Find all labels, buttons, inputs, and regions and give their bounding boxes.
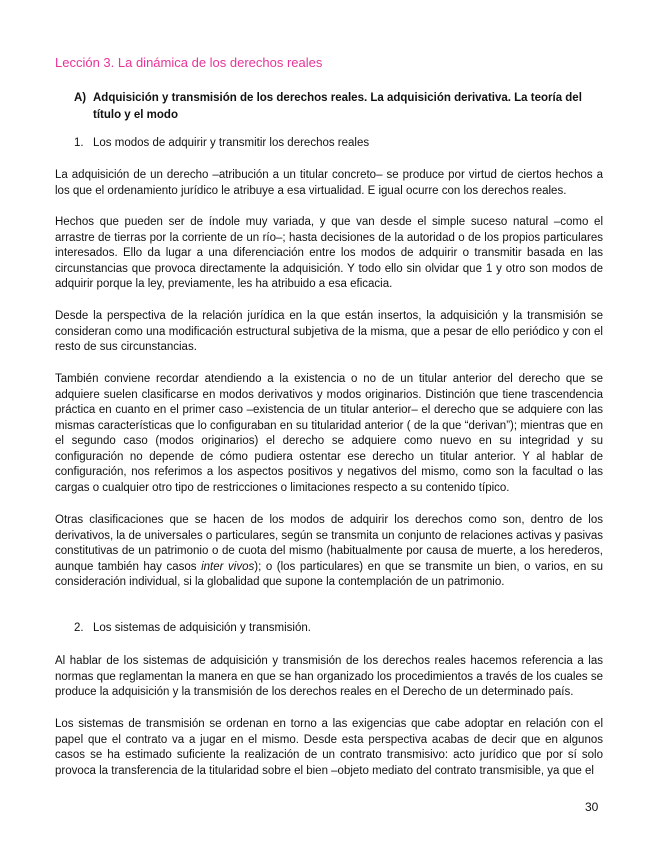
section-a-label: A)	[74, 92, 87, 104]
page-number: 30	[585, 800, 599, 814]
lesson-title: Lección 3. La dinámica de los derechos reales	[55, 55, 323, 70]
section-a-text: Adquisición y transmisión de los derechos reales. La adquisición derivativa. La teoría del título y el modo	[93, 92, 582, 121]
paragraph-5-after: ); o (los particulares) en que se transmite un bien, o varios, en su consideración individual, si la globalidad que supone la contemplación de un patrimonio.	[55, 560, 604, 588]
paragraph-1: La adquisición de un derecho –atribución a un titular concreto– se produce por virtud de ciertos hechos a los que el ordenamiento jurídico le atribuye a esa virtualidad. E igual ocurre con los derechos reales.	[55, 169, 603, 197]
item-2-text: Los sistemas de adquisición y transmisión.	[93, 622, 311, 634]
item-2-number: 2.	[74, 622, 84, 634]
paragraph-2: Hechos que pueden ser de índole muy variada, y que van desde el simple suceso natural –como el arrastre de tierras por la corriente de un río–; hasta decisiones de la autoridad o de los propios particulares interesados. Ello da lugar a una diferenciación entre los modos de adquirir o transmitir basada en las circunstancias que provoca directamente la adquisición. Y todo ello sin olvidar que 1 y otro son modos de adquirir porque la ley, previamente, les ha atribuido a esa eficacia.	[55, 216, 603, 290]
paragraph-4: También conviene recordar atendiendo a la existencia o no de un titular anterior del derecho que se adquiere suelen clasificarse en modos derivativos y modos originarios. Distinción que tiene trascendencia práctica en cuanto en el primer caso –existencia de un titular anterior– el derecho que se adquiere con las mismas características que lo configuraban en su titularidad anterior ( de la que “derivan”); mientras que en el segundo caso (modos originarios) el derecho se adquiere como nuevo en su integridad y su configuración no depende de cómo pudiera ostentar ese derecho un titular anterior. Y al hablar de configuración, nos referimos a los aspectos positivos y negativos del mismo, como son la facultad o las cargas o cualquier otro tipo de restricciones o limitaciones respecto a su contenido típico.	[55, 373, 603, 494]
paragraph-3: Desde la perspectiva de la relación jurídica en la que están insertos, la adquisición y la transmisión se consideran como una modificación estructural subjetiva de la misma, que a pesar de ello periódico y con el resto de sus circunstancias.	[55, 310, 603, 353]
item-1-number: 1.	[74, 137, 84, 149]
paragraph-5-italic: inter vivos	[201, 560, 255, 573]
paragraph-5-before: Otras clasificaciones que se hacen de los modos de adquirir los derechos como son, dentro de los derivativos, la de universales o particulares, según se transmita un conjunto de relaciones activas y pasivas constitutivas de un patrimonio o de cuota del mismo (habitualmente por causa de muerte, a los herederos, aunque también hay casos	[55, 514, 603, 573]
item-1-text: Los modos de adquirir y transmitir los derechos reales	[93, 137, 370, 149]
paragraph-5	[55, 513, 603, 591]
paragraph-6: Al hablar de los sistemas de adquisición y transmisión de los derechos reales hacemos referencia a las normas que reglamentan la manera en que se han organizado los procedimientos a través de los cuales se produce la adquisición y la transmisión de los derechos reales en el Derecho de un determinado país.	[55, 655, 603, 698]
paragraph-7: Los sistemas de transmisión se ordenan en torno a las exigencias que cabe adoptar en relación con el papel que el contrato va a jugar en el mismo. Desde esta perspectiva acabas de decir que en algunos casos se ha estimado suficiente la realización de un contrato transmisivo: acto jurídico que por sí solo provoca la transferencia de la titularidad sobre el bien –objeto mediato del contrato transmisible, ya que el	[55, 718, 603, 777]
